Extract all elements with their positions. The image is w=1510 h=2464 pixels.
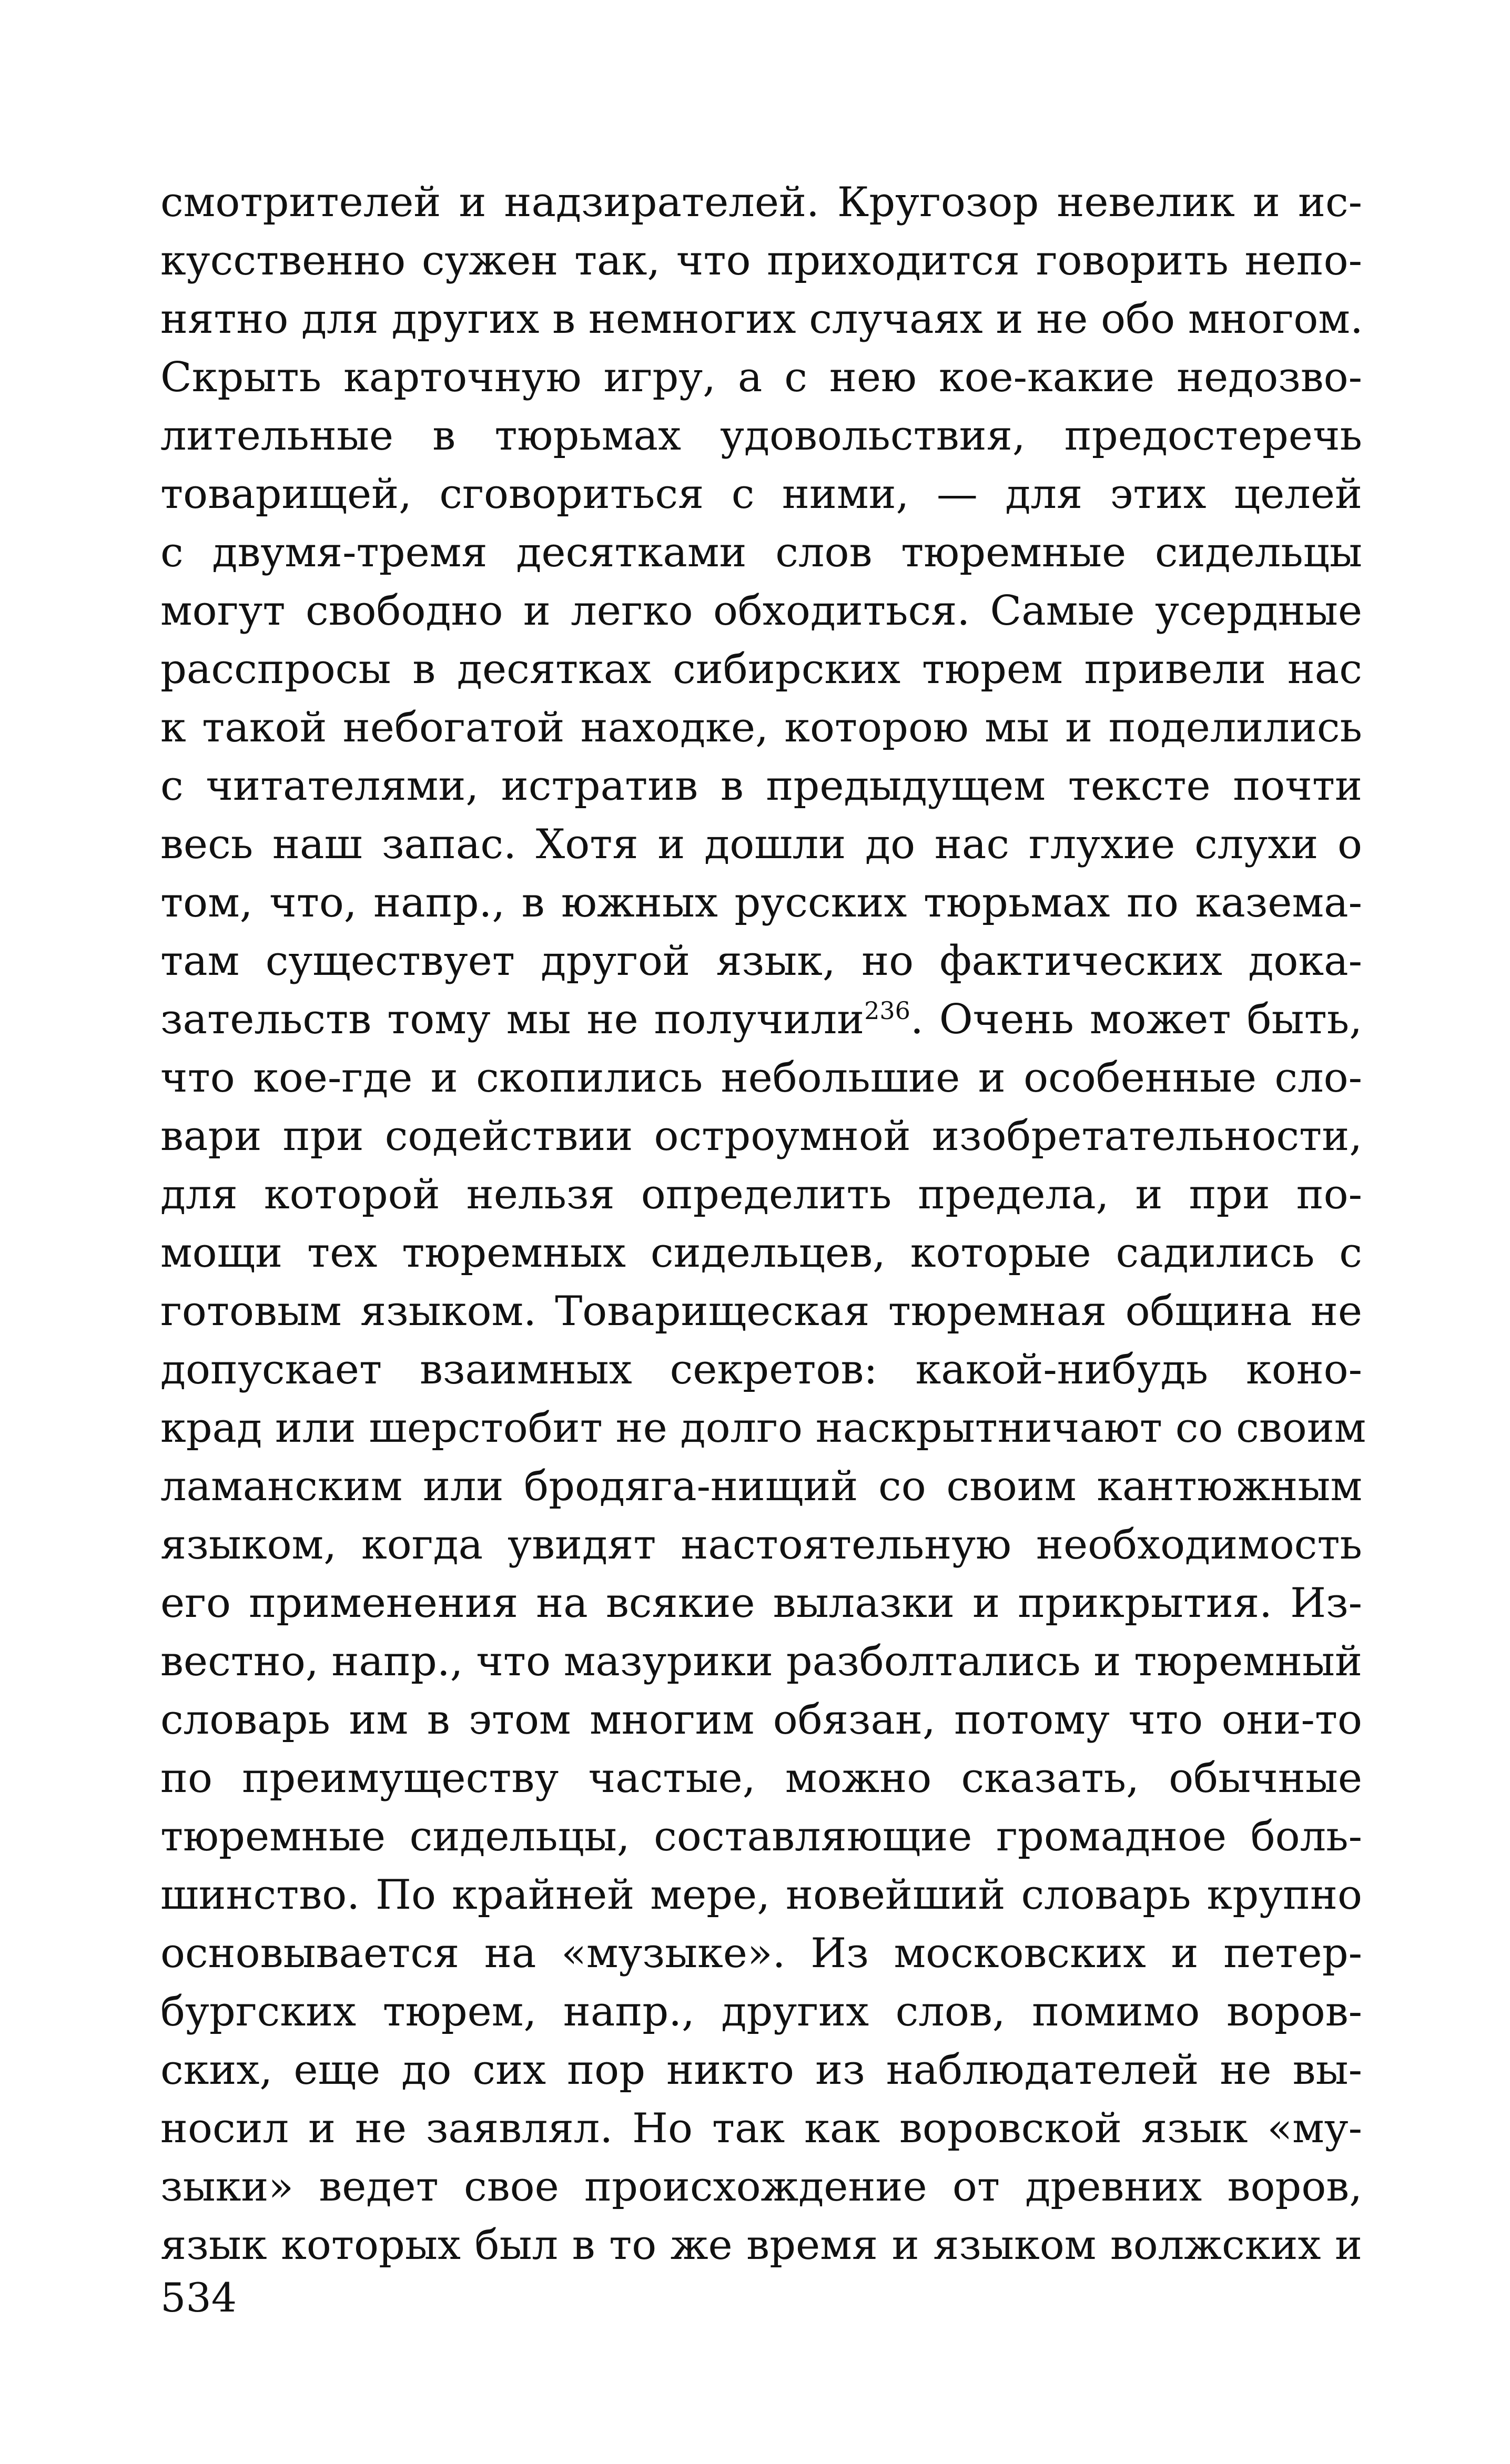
text-line: языком, когда увидят настоятельную необходимость [160,1521,1362,1569]
text-line: вестно, напр., что мазурики разболтались и тюремный [160,1638,1363,1685]
text-line: для которой нельзя определить предела, и при по- [160,1171,1362,1218]
text-line: словарь им в этом многим обязан, потому что они-то [160,1696,1362,1744]
text-line: весь наш запас. Хотя и дошли до нас глухие слухи о [160,821,1362,868]
text-line: носил и не заявлял. Но так как воровской язык «му- [160,2105,1362,2152]
text-segment: . Очень может быть, [910,996,1362,1043]
text-line: бургских тюрем, напр., других слов, помимо воров- [160,1988,1362,2035]
text-line: основывается на «музыке». Из московских и петер- [160,1930,1362,1977]
text-line: смотрителей и надзирателей. Кругозор невелик и ис- [160,179,1362,226]
text-line-with-footnote [160,991,1362,1049]
text-line: шинство. По крайней мере, новейший словарь крупно [160,1871,1362,1919]
text-line: расспросы в десятках сибирских тюрем привели нас [160,646,1362,693]
text-line: ских, еще до сих пор никто из наблюдателей не вы- [160,2046,1362,2094]
text-line: вари при содействии остроумной изобретательности, [160,1113,1362,1160]
text-line: к такой небогатой находке, которою мы и поделились [160,704,1362,751]
body-text [160,174,1366,2275]
text-line: готовым языком. Товарищеская тюремная община не [160,1288,1362,1335]
page-number: 534 [160,2274,237,2321]
text-line: что кое-где и скопились небольшие и особенные сло- [160,1054,1362,1102]
text-line: тюремные сидельцы, составляющие громадное боль- [160,1813,1362,1860]
text-line: нятно для других в немногих случаях и не обо многом. [160,296,1363,343]
text-line: зыки» ведет свое происхождение от древних воров, [160,2163,1362,2211]
text-line: мощи тех тюремных сидельцев, которые садились с [160,1229,1362,1277]
text-segment: зательств тому мы не получили [160,996,865,1043]
text-line: там существует другой язык, но фактических дока- [160,938,1362,985]
text-line: крад или шерстобит не долго наскрытничают со своим [160,1404,1366,1452]
text-line: товарищей, сговориться с ними, — для этих целей [160,471,1362,518]
text-line: допускает взаимных секретов: какой-нибудь коно- [160,1346,1362,1393]
text-line: ламанским или бродяга-нищий со своим кантюжным [160,1463,1362,1510]
text-line: могут свободно и легко обходиться. Самые усердные [160,587,1362,635]
text-line: его применения на всякие вылазки и прикрытия. Из- [160,1580,1362,1627]
text-line: по преимуществу частые, можно сказать, обычные [160,1755,1362,1802]
text-line: с читателями, истратив в предыдущем тексте почти [160,762,1362,810]
text-line: Скрыть карточную игру, а с нею кое-какие недозво- [160,354,1362,401]
text-line: с двумя-тремя десятками слов тюремные сидельцы [160,529,1362,576]
text-line: кусственно сужен так, что приходится говорить непо- [160,237,1362,284]
text-line: лительные в тюрьмах удовольствия, предостеречь [160,412,1362,460]
footnote-reference: 236 [864,996,910,1025]
text-line: язык которых был в то же время и языком волжских и [160,2222,1362,2269]
text-line: том, что, напр., в южных русских тюрьмах по казема- [160,879,1362,926]
